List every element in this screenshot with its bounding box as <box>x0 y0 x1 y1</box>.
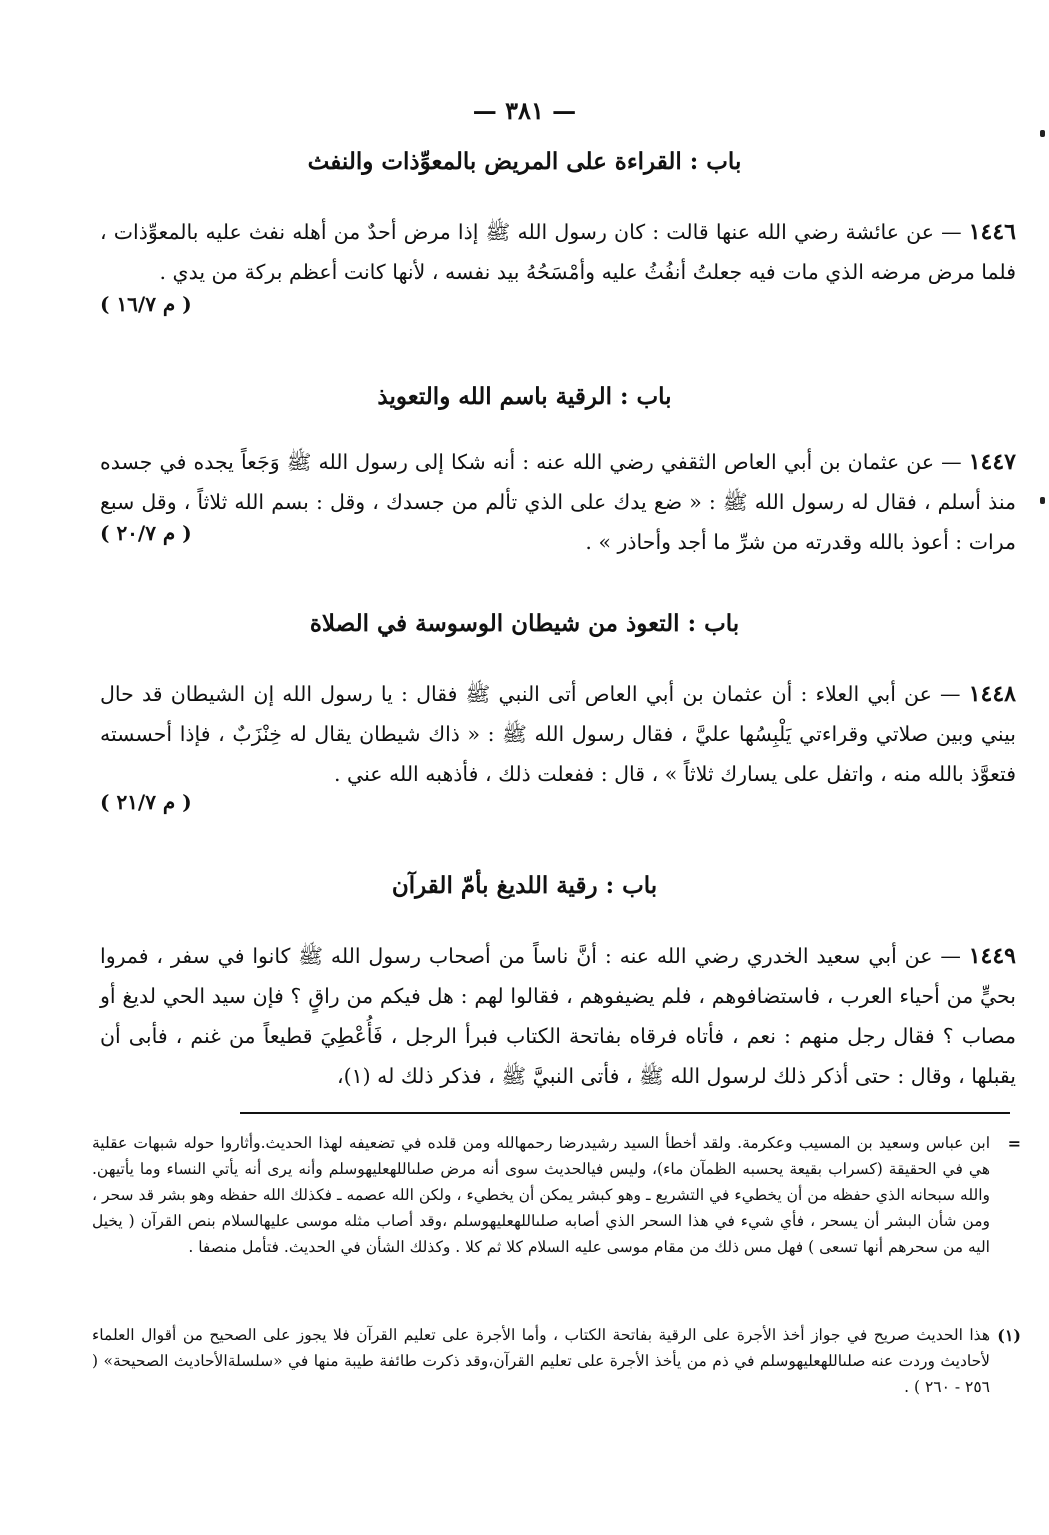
footnote-rule <box>240 1112 1010 1114</box>
hadith-reference: ( م ٢١/٧ ) <box>100 790 192 814</box>
footnote-marker: (١) <box>997 1326 1021 1345</box>
hadith-text: — عن عثمان بن أبي العاص الثقفي رضي الله عنه : أنه شكا إلى رسول الله ﷺ وَجَعاً يجده في جسده منذ أسلم ، فقال له رسول الله ﷺ : « ضع يدك على الذي تألم من جسدك ، وقل : بسم الله ثلاثاً ، وقل سبع مرات : أعوذ بالله وقدرته من شرِّ ما أجد وأحاذر » . <box>100 450 1016 554</box>
footnote-marker: = <box>1007 1134 1021 1153</box>
hadith-text: — عن أبي العلاء : أن عثمان بن أبي العاص أتى النبي ﷺ فقال : يا رسول الله إن الشيطان قد حال بيني وبين صلاتي وقراءتي يَلْبِسُها عليَّ ، فقال رسول الله ﷺ : « ذاك شيطان يقال له خِنْزَبٌ ، فإذا أحسسته فتعوَّذ بالله منه ، واتفل على يسارك ثلاثاً » ، قال : ففعلت ذلك ، فأذهبه الله عني . <box>100 682 1016 786</box>
hadith-reference: ( م ١٦/٧ ) <box>100 292 192 316</box>
hadith-text: — عن عائشة رضي الله عنها قالت : كان رسول الله ﷺ إذا مرض أحدٌ من أهله نفث عليه بالمعوِّذات ، فلما مرض مرضه الذي مات فيه جعلتُ أنفُثُ عليه وأمْسَحُهُ بيد نفسه ، لأنها كانت أعظم بركة من يدي . <box>100 220 1016 284</box>
hadith-paragraph <box>100 936 1016 1096</box>
chapter-title: باب : القراءة على المريض بالمعوِّذات والنفث <box>307 148 742 175</box>
chapter-title: باب : التعوذ من شيطان الوسوسة في الصلاة <box>309 610 740 637</box>
chapter-title: باب : رقية اللديغ بأمّ القرآن <box>391 872 658 899</box>
scan-edge-mark <box>1040 130 1045 137</box>
hadith-paragraph <box>100 442 1016 562</box>
hadith-paragraph <box>100 674 1016 794</box>
page-number: — ٣٨١ — <box>472 96 577 125</box>
hadith-paragraph <box>100 212 1016 292</box>
footnote: هذا الحديث صريح في جواز أخذ الأجرة على الرقية بفاتحة الكتاب ، وأما الأجرة على تعليم القرآن فلا يجوز على الصحيح من أقوال العلماء لأحاديث وردت عنه صلىاللهعليهوسلم في ذم من يأخذ الأجرة على تعليم القرآن،وقد ذكرت طائفة طيبة منها في «سلسلةالأحاديث الصحيحة» ( ٢٥٦ - ٢٦٠ ) . <box>92 1326 990 1396</box>
hadith-number: ١٤٤٧ <box>968 449 1016 475</box>
hadith-text: — عن أبي سعيد الخدري رضي الله عنه : أنَّ ناساً من أصحاب رسول الله ﷺ كانوا في سفر ، فمروا بحيٍّ من أحياء العرب ، فاستضافوهم ، فلم يضيفوهم ، فقالوا لهم : هل فيكم من راقٍ ؟ فإن سيد الحي لديغ أو مصاب ؟ فقال رجل منهم : نعم ، فأتاه فرقاه بفاتحة الكتاب فبرأ الرجل ، فَأُعْطِيَ قطيعاً من غنم ، فأبى أن يقبلها ، وقال : حتى أذكر ذلك لرسول الله ﷺ ، فأتى النبيَّ ﷺ ، فذكر ذلك له (١)، <box>100 944 1016 1088</box>
scan-edge-mark <box>1040 497 1045 504</box>
chapter-title: باب : الرقية باسم الله والتعويذ <box>377 383 672 410</box>
footnote: ابن عباس وسعيد بن المسيب وعكرمة. ولقد أخطأ السيد رشيدرضا رحمهالله ومن قلده في تضعيفه لهذا الحديث.وأثاروا حوله شبهات عقلية هي في الحقيقة (كسراب بقيعة يحسبه الظمآن ماء)، وليس فيالحديث سوى أنه مرض صلىاللهعليهوسلم وأنه يرى أنه يأتي النساء وما يأتيهن. والله سبحانه الذي حفظه من أن يخطيء في التشريع ـ وهو كبشر يمكن أن يخطيء ، ولكن الله عصمه ـ فكذلك الله حفظه وهو بشر قد سحر ، ومن شأن البشر أن يسحر ، فأي شيء في هذا السحر الذي أصابه صلىاللهعليهوسلم ،وقد أصاب مثله موسى عليهالسلام بنص القرآن ( يخيل اليه من سحرهم أنها تسعى ) فهل مس ذلك من مقام موسى عليه السلام كلا ثم كلا . وكذلك الشأن في الحديث. فتأمل منصفا . <box>92 1134 990 1256</box>
hadith-number: ١٤٤٩ <box>968 943 1016 969</box>
hadith-number: ١٤٤٨ <box>968 681 1016 707</box>
hadith-number: ١٤٤٦ <box>968 219 1016 245</box>
hadith-reference: ( م ٢٠/٧ ) <box>100 521 192 545</box>
